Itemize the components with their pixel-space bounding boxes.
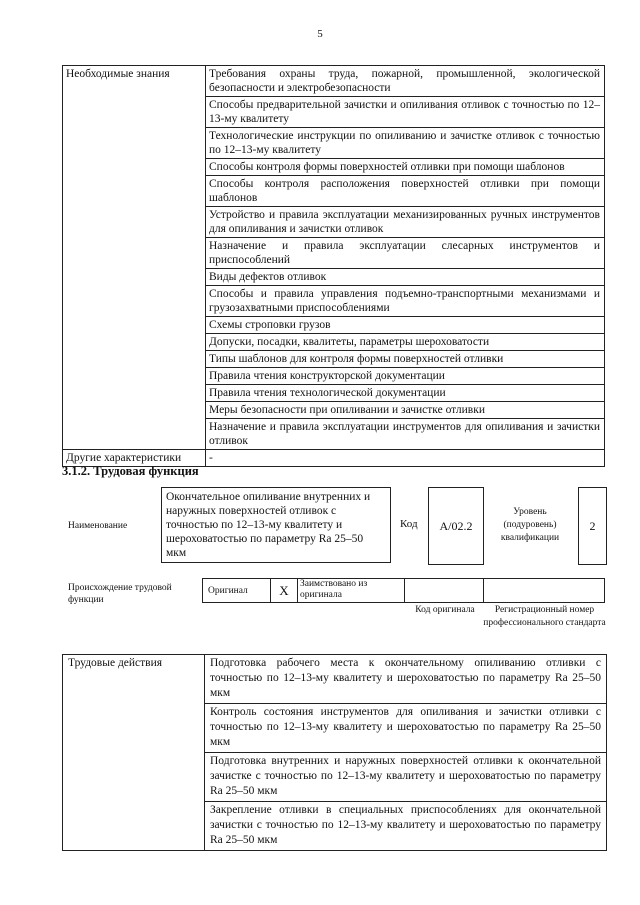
qualification-level-label: Уровень (подуровень) квалификации (500, 507, 560, 543)
labor-action-item: Закрепление отливки в специальных приспособлениях для окончательной зачистки с точностью по 12–13-му квалитету и шероховатостью по параметру Ra 25–50 мкм (205, 802, 607, 851)
knowledge-item: Технологические инструкции по опиливанию и зачистке отливок с точностью по 12–13-му квалитету (206, 128, 605, 159)
knowledge-item: Правила чтения конструкторской документации (206, 368, 605, 385)
other-characteristics-value: - (206, 450, 605, 467)
qualification-level-box: 2 (578, 487, 607, 565)
code-box: А/02.2 (428, 487, 484, 565)
table-row (63, 655, 607, 704)
function-name-label: Наименование (68, 521, 128, 531)
origin-reg-number-cell (483, 579, 604, 602)
knowledge-item: Способы и правила управления подъемно-транспортными механизмами и грузозахватными приспособлениями (206, 286, 605, 317)
other-characteristics-label: Другие характеристики (63, 450, 206, 467)
origin-original-mark: X (271, 579, 298, 602)
labor-action-item: Подготовка внутренних и наружных поверхностей отливки к окончательной зачистке с точностью по 12–13-му квалитету и шероховатостью по параметру Ra 25–50 мкм (205, 753, 607, 802)
knowledge-item: Виды дефектов отливок (206, 269, 605, 286)
knowledge-item: Устройство и правила эксплуатации механизированных ручных инструментов для опиливания и зачистки отливок (206, 207, 605, 238)
knowledge-item: Допуски, посадки, квалитеты, параметры шероховатости (206, 334, 605, 351)
origin-borrowed-label: Заимствовано из оригинала (297, 579, 405, 602)
function-name-box: Окончательное опиливание внутренних и наружных поверхностей отливок с точностью по 12–13-му квалитету и шероховатостью по параметру Ra 25–50 мкм (161, 487, 391, 563)
knowledge-item: Правила чтения технологической документации (206, 385, 605, 402)
knowledge-item: Схемы строповки грузов (206, 317, 605, 334)
knowledge-item: Меры безопасности при опиливании и зачистке отливки (206, 402, 605, 419)
origin-label: Происхождение трудовой функции (68, 583, 172, 605)
knowledge-item: Способы контроля расположения поверхностей отливки при помощи шаблонов (206, 176, 605, 207)
origin-row (202, 578, 605, 603)
knowledge-item: Типы шаблонов для контроля формы поверхностей отливки (206, 351, 605, 368)
knowledge-table (62, 65, 605, 467)
origin-code-cell (405, 579, 484, 602)
labor-action-item: Подготовка рабочего места к окончательному опиливанию отливки с точностью по 12–13-му квалитету и шероховатостью по параметру Ra 25–50 мкм (205, 655, 607, 704)
section-title: 3.1.2. Трудовая функция (62, 464, 199, 478)
labor-actions-label: Трудовые действия (63, 655, 205, 851)
origin-reg-caption: Регистрационный номер профессионального стандарта (483, 605, 606, 628)
knowledge-item: Назначение и правила эксплуатации слесарных инструментов и приспособлений (206, 238, 605, 269)
table-row (63, 66, 605, 97)
knowledge-item: Назначение и правила эксплуатации инструментов для опиливания и зачистки отливок (206, 419, 605, 450)
knowledge-item: Способы предварительной зачистки и опиливания отливок с точностью по 12–13-му квалитету (206, 97, 605, 128)
labor-actions-table (62, 654, 607, 851)
origin-code-caption: Код оригинала (415, 605, 475, 615)
code-label: Код (400, 518, 418, 530)
knowledge-item: Способы контроля формы поверхностей отливки при помощи шаблонов (206, 159, 605, 176)
page-number: 5 (317, 28, 323, 40)
labor-action-item: Контроль состояния инструментов для опиливания и зачистки отливки с точностью по 12–13-му квалитету и шероховатостью по параметру Ra 25–50 мкм (205, 704, 607, 753)
knowledge-label: Необходимые знания (63, 66, 206, 450)
origin-original-label: Оригинал (203, 579, 271, 602)
knowledge-item: Требования охраны труда, пожарной, промышленной, экологической безопасности и электробезопасности (206, 66, 605, 97)
